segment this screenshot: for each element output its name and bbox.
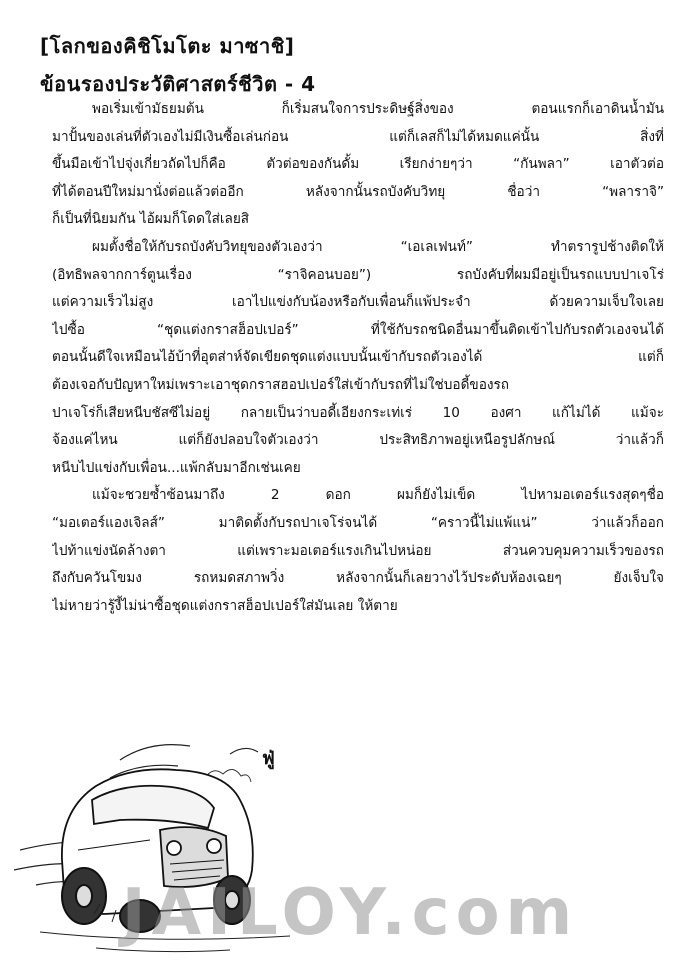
text-line: หนีบไปแข่งกับเพื่อน...แพ้กลับมาอีกเช่นเคย: [52, 459, 301, 476]
watermark: JAILOY.com: [121, 876, 579, 950]
text-line: ที่ได้ตอนปีใหม่มานั่งต่อแล้วต่ออีก หลังจากนั้นรถบังคับวิทยุ ชื่อว่า “พลาราจิ”: [52, 183, 664, 200]
article-body: [52, 96, 664, 620]
text-line: มาปั้นของเล่นที่ตัวเองไม่มีเงินซื้อเล่นก่อน แต่ก็เลสก็ไม่ได้หมดแค่นั้น สิ่งที่: [52, 128, 664, 145]
text-line: ต้องเจอกับปัญหาใหม่เพราะเอาชุดกราสฮอปเปอร์ใส่เข้ากับรถที่ไม่ใช่บอดี้ของรถ: [52, 376, 510, 393]
text-line: “มอเตอร์แองเจิลส์” มาติดตั้งกับรถปาเจโร่จนได้ “คราวนี้ไม่แพ้แน่” ว่าแล้วก็ออก: [52, 514, 664, 531]
text-line: แต่ความเร็วไม่สูง เอาไปแข่งกับน้องหรือกับเพื่อนก็แพ้ประจำ ด้วยความเจ็บใจเลย: [52, 294, 664, 311]
text-line: จ้องแค่ไหน แต่ก็ยังปลอบใจตัวเองว่า ประสิทธิภาพอยู่เหนือรูปลักษณ์ ว่าแล้วก็: [52, 432, 664, 449]
article-title: ข้อนรองประวัติศาสตร์ชีวิต - 4: [40, 72, 316, 96]
text-line: พอเริ่มเข้ามัธยมต้น ก็เริ่มสนใจการประดิษฐ์สิ่งของ ตอนแรกก็เอาดินน้ำมัน: [92, 101, 664, 117]
rc-car-sketch: [0, 700, 700, 962]
paragraph: [52, 234, 664, 482]
text-line: ก็เป็นที่นิยมกัน ไอ้ผมก็โดดใส่เลยสิ: [52, 211, 250, 228]
text-line: ตอนนั้นดีใจเหมือนไอ้บ้าที่อุตส่าห์จัดเขียดชุดแต่งแบบนั้นเข้ากับรถตัวเองได้ แต่ก็: [52, 349, 664, 366]
text-line: ไม่หายว่ารู้งี้ไม่น่าซื้อชุดแต่งกราสฮ็อปเปอร์ใส่มันเลย ให้ตาย: [52, 597, 398, 614]
section-title: [โลกของคิชิโมโตะ มาซาชิ]: [40, 34, 295, 58]
sound-effect: ฟู่: [262, 748, 275, 769]
text-line: ไปท้าแข่งนัดล้างตา แต่เพราะมอเตอร์แรงเกินไปหน่อย ส่วนควบคุมความเร็วของรถ: [52, 542, 664, 559]
paragraph: [52, 482, 664, 620]
text-line: ไปซื้อ “ชุดแต่งกราสฮ็อปเปอร์” ที่ใช้กับรถชนิดอื่นมาขึ้นติดเข้าไปกับรถตัวเองจนได้: [52, 321, 664, 338]
text-line: แม้จะชวยซ้ำซ้อนมาถึง 2 ดอก ผมก็ยังไม่เข็ด ไปหามอเตอร์แรงสุดๆชื่อ: [92, 487, 664, 504]
paragraph: [52, 96, 664, 234]
text-line: ผมตั้งชื่อให้กับรถบังคับวิทยุของตัวเองว่า “เอเลเฟนท์” ทำตรารูปช้างติดให้: [92, 238, 664, 255]
text-line: (อิทธิพลจากการ์ตูนเรื่อง “ราจิคอนบอย”) รถบังคับที่ผมมีอยู่เป็นรถแบบปาเจโร่: [52, 266, 664, 283]
text-line: ปาเจโร่ก็เสียหนีบชัสซีไม่อยู่ กลายเป็นว่าบอดี้เอียงกระเท่เร่ 10 องศา แก้ไม่ได้ แม้จะ: [52, 404, 664, 421]
text-line: ขึ้นมือเข้าไปจุ่งเกี่ยวถัดไปก็คือ ตัวต่อของกันดั้ม เรียกง่ายๆว่า “กันพลา” เอาตัวต่อ: [52, 156, 664, 173]
text-line: ถึงกับควันโขมง รถหมดสภาพวิ่ง หลังจากนั้นก็เลยวางไว้ประดับห้องเฉยๆ ยังเจ็บใจ: [52, 570, 664, 587]
